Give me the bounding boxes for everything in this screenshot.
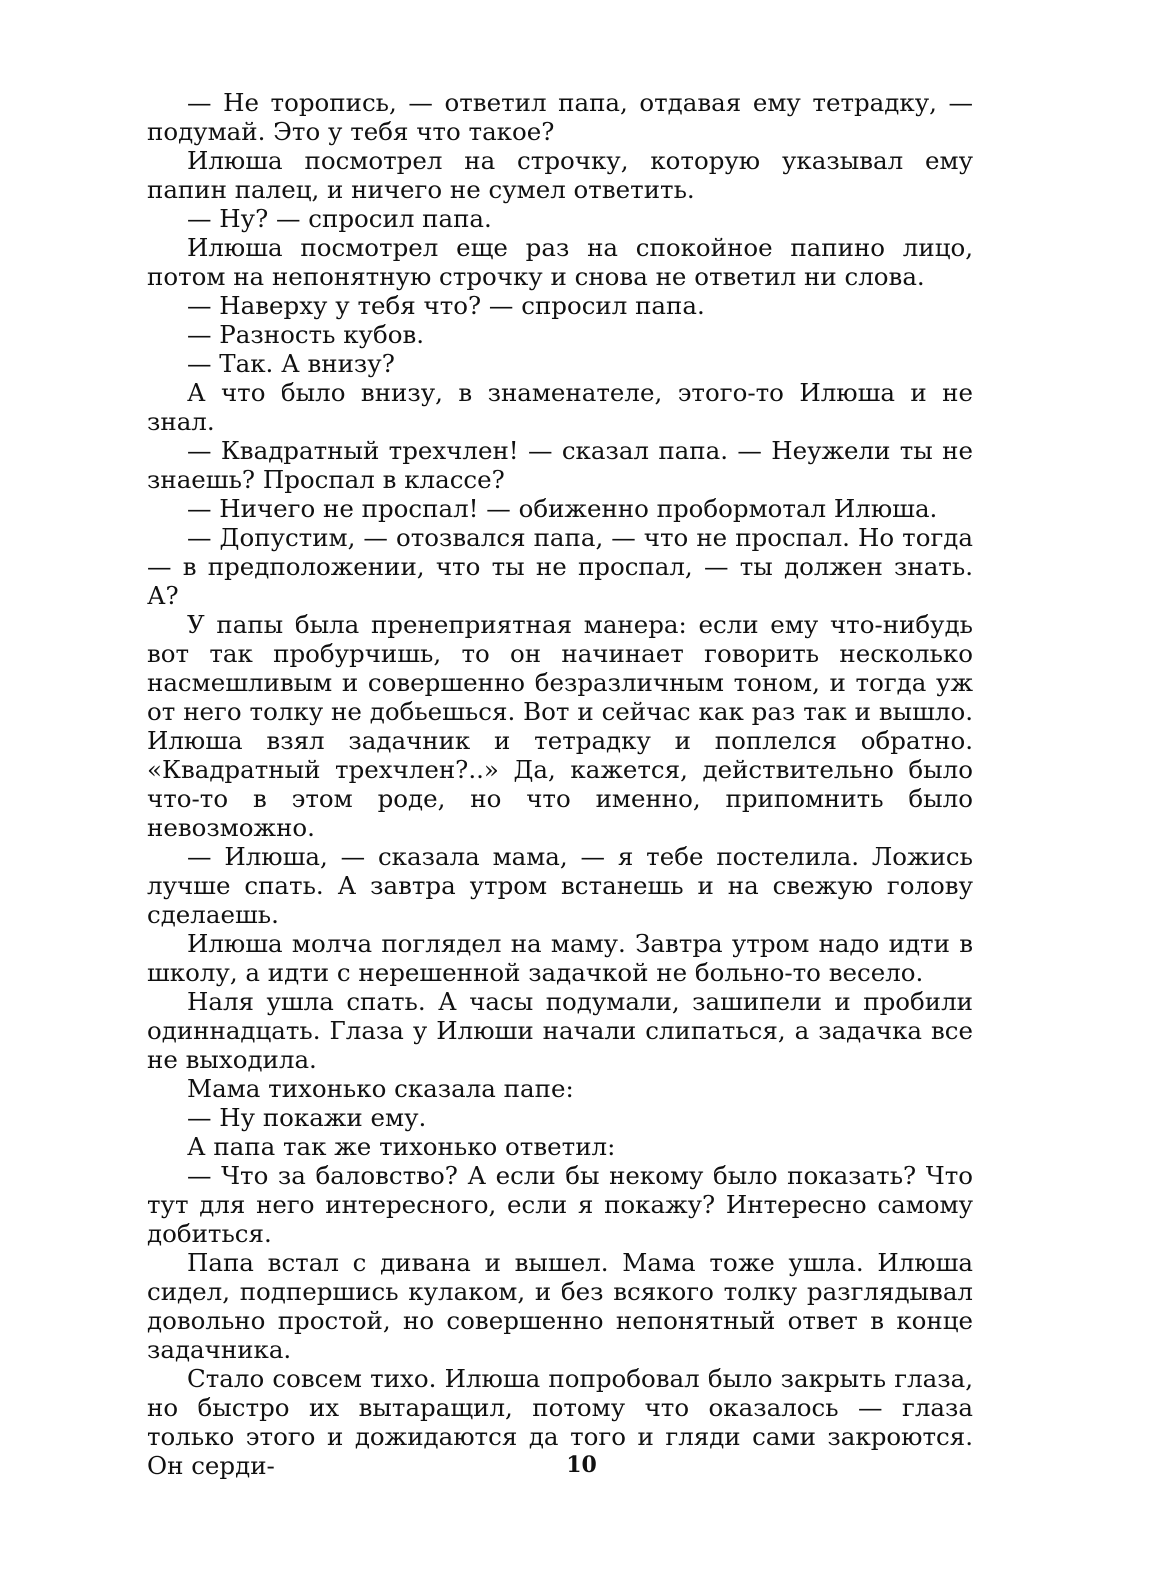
paragraph: — Наверху у тебя что? — спросил папа. (187, 291, 705, 320)
paragraph: Илюша посмотрел на строчку, которую указывал ему папин палец, и ничего не сумел ответить. (147, 146, 973, 204)
paragraph: Папа встал с дивана и вышел. Мама тоже ушла. Илюша сидел, подпершись кулаком, и без всякого толку разглядывал довольно простой, но совершенно непонятный ответ в конце задачника. (147, 1248, 973, 1364)
paragraph: — Что за баловство? А если бы некому было показать? Что тут для него интересного, если я покажу? Интересно самому добиться. (147, 1161, 973, 1248)
paragraph: — Ну? — спросил папа. (187, 204, 492, 233)
paragraph: Наля ушла спать. А часы подумали, зашипели и пробили одиннадцать. Глаза у Илюши начали слипаться, а задачка все не выходила. (147, 987, 973, 1074)
paragraph: Илюша молча поглядел на маму. Завтра утром надо идти в школу, а идти с нерешенной задачкой не больно-то весело. (147, 929, 973, 987)
paragraph: — Разность кубов. (187, 320, 425, 349)
paragraph: — Так. А внизу? (187, 349, 395, 378)
paragraph: У папы была пренеприятная манера: если ему что-нибудь вот так пробурчишь, то он начинает говорить несколько насмешливым и совершенно безразличным тоном, и тогда уж от него толку не добьешься. Вот и сейчас как раз так и вышло. Илюша взял задачник и тетрадку и поплелся обратно. «Квадратный трехчлен?..» Да, кажется, действительно было что-то в этом роде, но что именно, припомнить было невозможно. (147, 610, 973, 842)
paragraph: Стало совсем тихо. Илюша попробовал было закрыть глаза, но быстро их вытаращил, потому что оказалось — глаза только этого и дожидаются да того и гляди сами закроются. Он серди- (147, 1364, 973, 1480)
page-number: 10 (566, 1452, 597, 1478)
paragraph: — Квадратный трехчлен! — сказал папа. — Неужели ты не знаешь? Проспал в классе? (147, 436, 973, 494)
paragraph: — Ну покажи ему. (187, 1103, 427, 1132)
paragraph: А что было внизу, в знаменателе, этого-то Илюша и не знал. (147, 378, 973, 436)
paragraph: — Допустим, — отозвался папа, — что не проспал. Но тогда — в предположении, что ты не проспал, — ты должен знать. А? (147, 523, 973, 610)
page-body (147, 88, 973, 1480)
paragraph: — Не торопись, — ответил папа, отдавая ему тетрадку, — подумай. Это у тебя что такое? (147, 88, 973, 146)
paragraph: — Илюша, — сказала мама, — я тебе постелила. Ложись лучше спать. А завтра утром встанешь и на свежую голову сделаешь. (147, 842, 973, 929)
paragraph: Илюша посмотрел еще раз на спокойное папино лицо, потом на непонятную строчку и снова не ответил ни слова. (147, 233, 973, 291)
paragraph: Мама тихонько сказала папе: (187, 1074, 574, 1103)
paragraph: — Ничего не проспал! — обиженно пробормотал Илюша. (187, 494, 938, 523)
paragraph: А папа так же тихонько ответил: (187, 1132, 616, 1161)
